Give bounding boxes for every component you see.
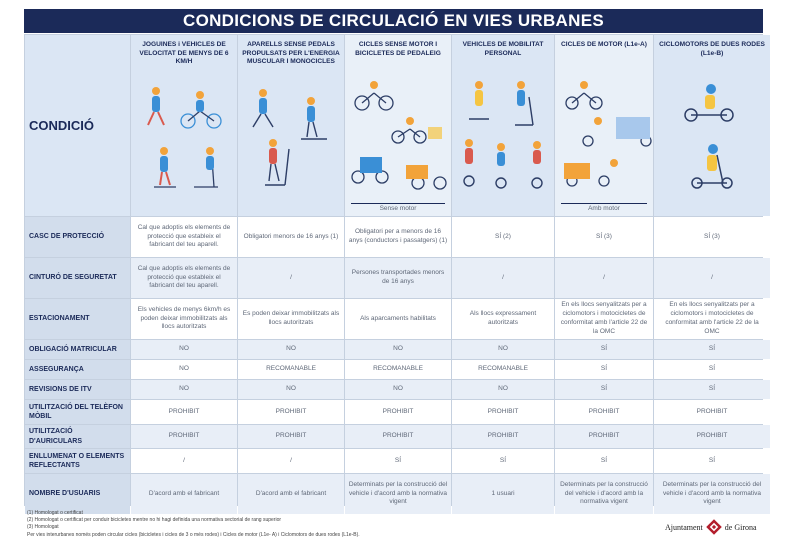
logo-text-right: de Girona bbox=[724, 522, 757, 532]
poster-title: CONDICIONS DE CIRCULACIÓ EN VIES URBANES bbox=[24, 9, 763, 33]
table-cell: PROHIBIT bbox=[131, 425, 237, 448]
column-header-label: CICLES DE MOTOR (L1e-A) bbox=[561, 41, 647, 48]
table-cell: PROHIBIT bbox=[654, 425, 770, 448]
table-cell: NO bbox=[131, 340, 237, 359]
table-cell: SÍ bbox=[555, 449, 653, 473]
table-cell: SÍ bbox=[654, 449, 770, 473]
row-label-itv: REVISIONS DE ITV bbox=[25, 380, 130, 399]
bicycles-illustration bbox=[348, 79, 448, 199]
table-cell: SÍ bbox=[555, 340, 653, 359]
skaters-illustration bbox=[241, 79, 341, 199]
table-cell: SÍ (2) bbox=[452, 217, 554, 257]
table-cell: PROHIBIT bbox=[555, 400, 653, 424]
table-cell: PROHIBIT bbox=[238, 400, 344, 424]
table-cell: NO bbox=[131, 380, 237, 399]
table-cell: SÍ (3) bbox=[654, 217, 770, 257]
row-label-mobile-phone: UTILITZACIÓ DEL TELÈFON MÒBIL bbox=[25, 400, 130, 424]
column-header-label: JOGUINES i VEHICLES DE VELOCITAT DE MENYS DE 6 KM/H bbox=[139, 41, 229, 66]
table-cell: NO bbox=[131, 360, 237, 379]
motorized-caption: Amb motor bbox=[561, 203, 647, 214]
row-label-parking: ESTACIONAMENT bbox=[25, 299, 130, 339]
row-label-registration: OBLIGACIÓ MATRICULAR bbox=[25, 340, 130, 359]
footnote: (2) Homologat o certificat per conduir bicicletes mentre no hi hagi definida una normativa sectorial de rang superior bbox=[27, 517, 282, 523]
table-cell: RECOMANABLE bbox=[452, 360, 554, 379]
table-cell: / bbox=[654, 258, 770, 298]
table-cell: En els llocs senyalitzats per a ciclomotors i motocicletes de conformitat amb l'article 22 de la OMC bbox=[654, 299, 770, 339]
column-header-bicycles bbox=[345, 35, 451, 216]
table-cell: Cal que adoptis els elements de protecció que estableix el fabricant del teu aparell. bbox=[131, 258, 237, 298]
table-cell: PROHIBIT bbox=[238, 425, 344, 448]
condition-header: CONDICIÓ bbox=[25, 35, 130, 216]
table-cell: PROHIBIT bbox=[452, 400, 554, 424]
table-cell: PROHIBIT bbox=[555, 425, 653, 448]
table-cell: PROHIBIT bbox=[654, 400, 770, 424]
table-cell: NO bbox=[345, 380, 451, 399]
non-motorized-caption: Sense motor bbox=[351, 203, 445, 214]
table-cell: PROHIBIT bbox=[345, 400, 451, 424]
girona-emblem-icon bbox=[706, 519, 722, 535]
row-label-seatbelt: CINTURÓ DE SEGURETAT bbox=[25, 258, 130, 298]
table-cell: SÍ bbox=[654, 380, 770, 399]
table-cell: Als aparcaments habilitats bbox=[345, 299, 451, 339]
motor-cycles-illustration bbox=[558, 79, 653, 199]
personal-mobility-illustration bbox=[455, 79, 554, 199]
table-cell: NO bbox=[345, 340, 451, 359]
table-cell: / bbox=[131, 449, 237, 473]
table-cell: Als llocs expressament autoritzats bbox=[452, 299, 554, 339]
footnote: (3) Homologat bbox=[27, 524, 59, 530]
table-cell: SÍ bbox=[654, 340, 770, 359]
table-cell: Es poden deixar immobilitzats als llocs autoritzats bbox=[238, 299, 344, 339]
footnote: Per vies interurbanes només poden circular cicles (bicicletes i cicles de 3 o més rodes) i Cicles de motor (L1e- A) i Ciclomotors de dues rodes (L1e-B). bbox=[27, 532, 360, 538]
row-label-users: NOMBRE D'USUARIS bbox=[25, 474, 130, 514]
table-cell: 1 usuari bbox=[452, 474, 554, 514]
table-cell: SÍ bbox=[555, 380, 653, 399]
table-cell: NO bbox=[238, 340, 344, 359]
table-cell: Cal que adoptis els elements de protecció que estableix el fabricant del teu aparell. bbox=[131, 217, 237, 257]
table-cell: NO bbox=[452, 380, 554, 399]
table-cell: / bbox=[555, 258, 653, 298]
row-label-lighting: ENLLUMENAT O ELEMENTS REFLECTANTS bbox=[25, 449, 130, 473]
table-cell: NO bbox=[238, 380, 344, 399]
table-cell: Determinats per la construcció del vehicle i d'acord amb la normativa vigent bbox=[654, 474, 770, 514]
mopeds-illustration bbox=[657, 79, 757, 199]
table-cell: Obligatori menors de 16 anys (1) bbox=[238, 217, 344, 257]
table-cell: Determinats per la construcció del vehicle i d'acord amb la normativa vigent bbox=[555, 474, 653, 514]
table-cell: PROHIBIT bbox=[345, 425, 451, 448]
conditions-table bbox=[24, 34, 763, 506]
column-header-toys bbox=[131, 35, 237, 216]
table-cell: RECOMANABLE bbox=[345, 360, 451, 379]
table-cell: D'acord amb el fabricant bbox=[131, 474, 237, 514]
column-header-mopeds bbox=[654, 35, 770, 216]
table-cell: SÍ bbox=[452, 449, 554, 473]
table-cell: Determinats per la construcció del vehicle i d'acord amb la normativa vigent bbox=[345, 474, 451, 514]
column-header-label: APARELLS SENSE PEDALS PROPULSATS PER L'ENERGIA MUSCULAR I MONOCICLES bbox=[242, 41, 340, 66]
column-header-label: CICLOMOTORS DE DUES RODES (L1e-B) bbox=[659, 41, 765, 57]
column-header-label: CICLES SENSE MOTOR I BICICLETES DE PEDALEIG bbox=[355, 41, 441, 57]
column-header-personal-mobility bbox=[452, 35, 554, 216]
column-header-unpowered bbox=[238, 35, 344, 216]
footnote: (1) Homologat o certificat bbox=[27, 510, 83, 516]
table-cell: RECOMANABLE bbox=[238, 360, 344, 379]
table-cell: Obligatori per a menors de 16 anys (conductors i passatgers) (1) bbox=[345, 217, 451, 257]
table-cell: Els vehicles de menys 6km/h es poden deixar immobilitzats als llocs autoritzats bbox=[131, 299, 237, 339]
table-cell: PROHIBIT bbox=[452, 425, 554, 448]
row-label-helmet: CASC DE PROTECCIÓ bbox=[25, 217, 130, 257]
table-cell: SÍ bbox=[654, 360, 770, 379]
table-cell: / bbox=[452, 258, 554, 298]
row-label-insurance: ASSEGURANÇA bbox=[25, 360, 130, 379]
table-cell: Persones transportades menors de 16 anys bbox=[345, 258, 451, 298]
table-cell: SÍ bbox=[345, 449, 451, 473]
row-label-headphones: UTILITZACIÓ D'AURICULARS bbox=[25, 425, 130, 448]
table-cell: En els llocs senyalitzats per a ciclomotors i motocicletes de conformitat amb l'article 22 de la OMC bbox=[555, 299, 653, 339]
table-cell: SÍ bbox=[555, 360, 653, 379]
column-header-label: VEHICLES DE MOBILITAT PERSONAL bbox=[462, 41, 544, 57]
table-cell: SÍ (3) bbox=[555, 217, 653, 257]
column-header-motor-cycles bbox=[555, 35, 653, 216]
table-cell: / bbox=[238, 258, 344, 298]
girona-logo bbox=[665, 519, 757, 535]
table-cell: D'acord amb el fabricant bbox=[238, 474, 344, 514]
table-cell: / bbox=[238, 449, 344, 473]
logo-text-left: Ajuntament bbox=[665, 522, 703, 532]
table-cell: NO bbox=[452, 340, 554, 359]
table-cell: PROHIBIT bbox=[131, 400, 237, 424]
toys-illustration bbox=[134, 79, 234, 199]
